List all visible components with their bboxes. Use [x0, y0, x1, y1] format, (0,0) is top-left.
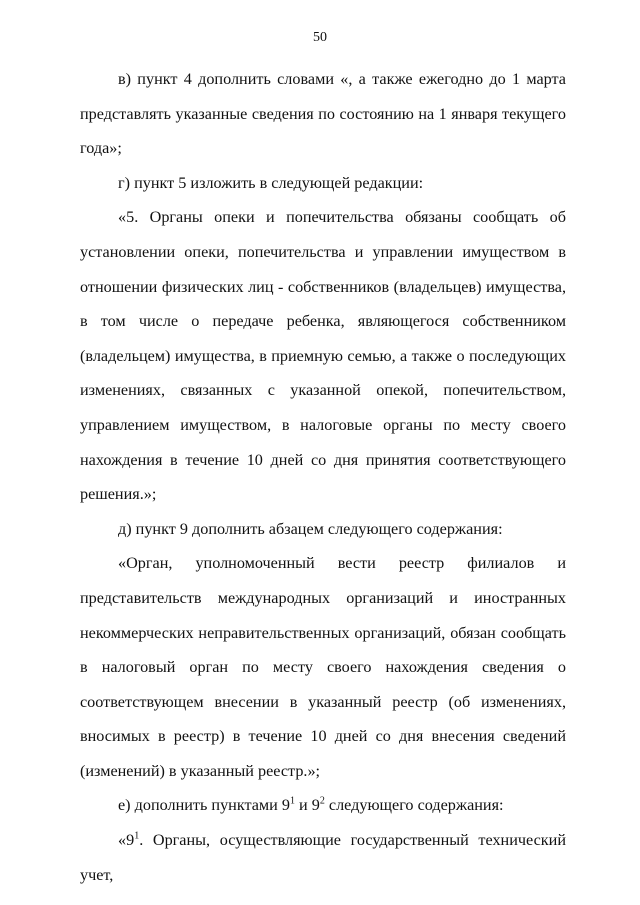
- paragraph-9-1-suffix: . Органы, осуществляющие государственный технический учет,: [80, 831, 566, 884]
- paragraph-e-suffix: следующего содержания:: [324, 796, 504, 815]
- paragraph-item-5: «5. Органы опеки и попечительства обязаны сообщать об установлении опеки, попечительства и управлении имуществом в отношении физических лиц - собственников (владельцев) имущества, в том числе о передаче ребенка, являющегося собственником (владельцем) имущества, в приемную семью, а также о последующих изменениях, связанных с указанной опекой, попечительством, управлением имуществом, в налоговые органы по месту своего нахождения в течение 10 дней со дня принятия соответствующего решения.»;: [80, 208, 566, 504]
- document-body: [80, 62, 566, 892]
- paragraph-e: [80, 788, 566, 823]
- paragraph-organ: «Орган, уполномоченный вести реестр филиалов и представительств международных организаций и иностранных некоммерческих неправительственных организаций, обязан сообщать в налоговый орган по месту своего нахождения сведения о соответствующем внесении в указанный реестр (об изменениях, вносимых в реестр) в течение 10 дней со дня внесения сведений (изменений) в указанный реестр.»;: [80, 554, 566, 780]
- paragraph-9-1-prefix: «9: [118, 831, 135, 850]
- superscript-2: 2: [319, 796, 325, 808]
- paragraph-v: в) пункт 4 дополнить словами «, а также ежегодно до 1 марта представлять указанные сведения по состоянию на 1 января текущего года»;: [80, 70, 566, 158]
- paragraph-item-9-1: [80, 823, 566, 892]
- paragraph-e-prefix: е) дополнить пунктами 9: [118, 796, 290, 815]
- paragraph-d: д) пункт 9 дополнить абзацем следующего содержания:: [118, 519, 503, 538]
- page-number: 50: [313, 30, 327, 45]
- paragraph-g: г) пункт 5 изложить в следующей редакции:: [118, 173, 424, 192]
- superscript-1: 1: [289, 796, 295, 808]
- paragraph-e-middle: и 9: [294, 796, 320, 815]
- superscript-9-1: 1: [134, 830, 140, 842]
